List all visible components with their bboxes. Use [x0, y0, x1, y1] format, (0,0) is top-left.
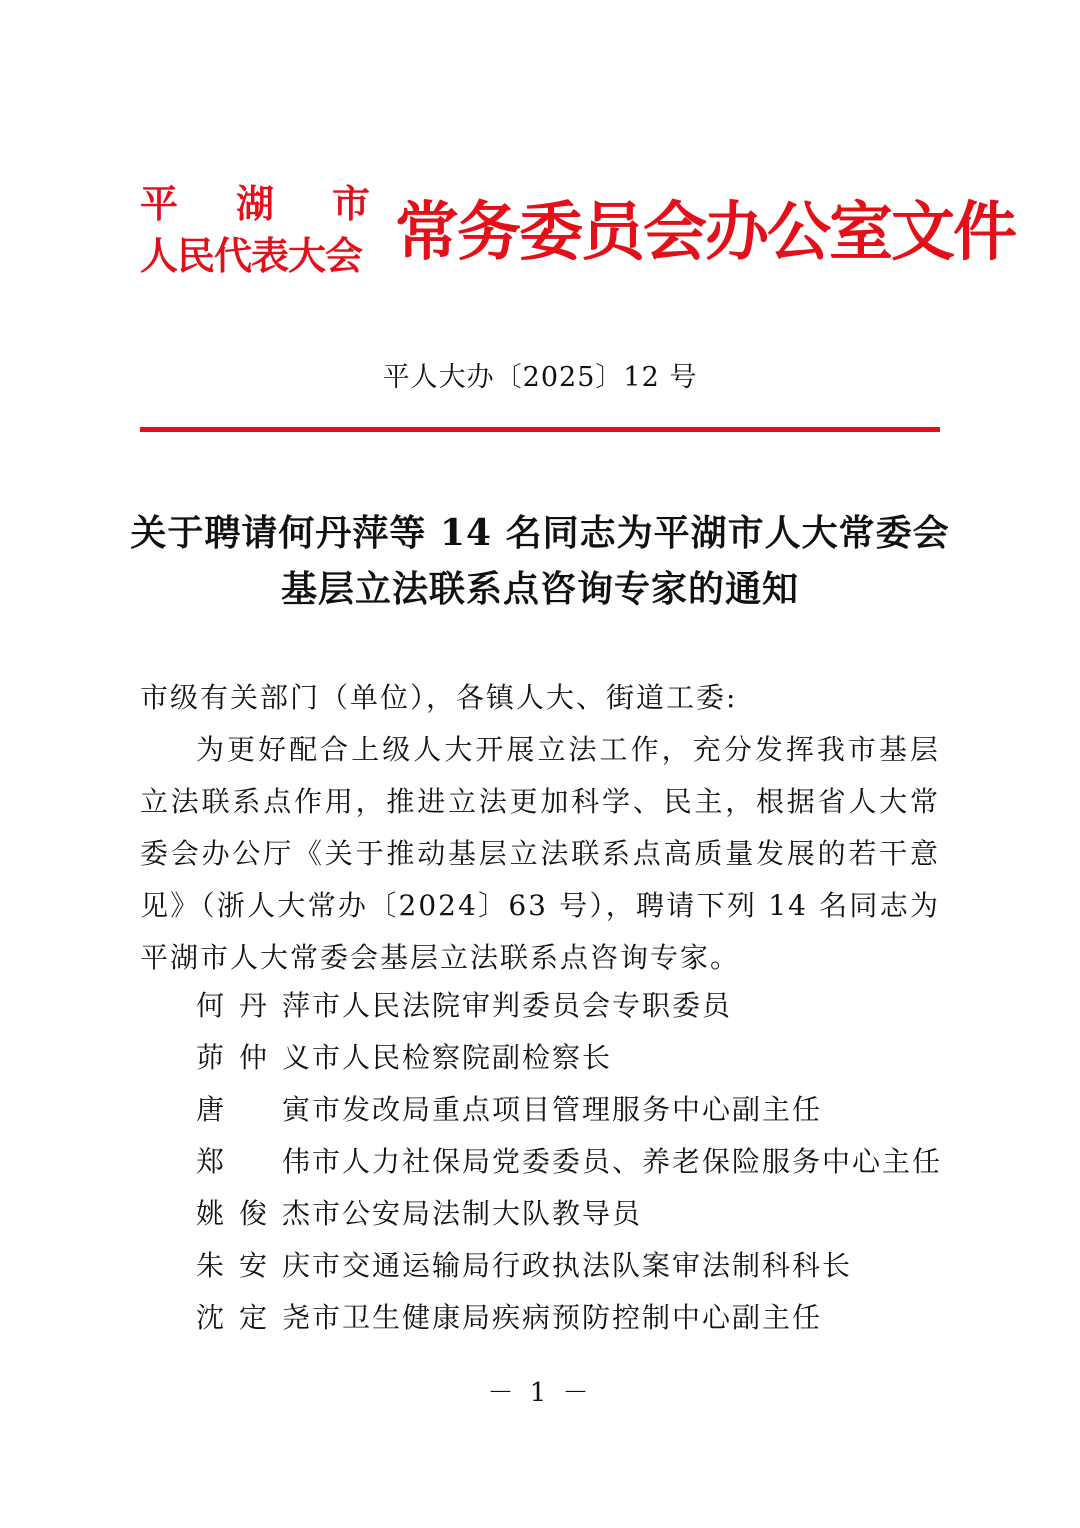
roster-row — [196, 1136, 942, 1188]
name-char: 寅 — [281, 1093, 312, 1126]
roster-title: 市卫生健康局疾病预防控制中心副主任 — [312, 1301, 823, 1334]
issuer-char: 湖 — [235, 181, 274, 226]
roster-name — [196, 1240, 312, 1292]
name-char: 庆 — [281, 1249, 312, 1282]
roster-name — [196, 1292, 312, 1344]
name-char: 朱 — [196, 1249, 227, 1282]
name-char: 杰 — [281, 1197, 312, 1230]
roster-title: 市发改局重点项目管理服务中心副主任 — [312, 1093, 823, 1126]
name-char: 安 — [238, 1249, 269, 1282]
roster-title: 市人力社保局党委委员、养老保险服务中心主任 — [312, 1145, 943, 1178]
name-char: 仲 — [238, 1041, 269, 1074]
expert-roster — [196, 980, 942, 1344]
roster-title: 市人民法院审判委员会专职委员 — [312, 989, 733, 1022]
title-line2: 基层立法联系点咨询专家的通知 — [280, 568, 799, 610]
name-char: 伟 — [281, 1145, 312, 1178]
roster-name — [196, 1188, 312, 1240]
name-char: 姚 — [196, 1197, 227, 1230]
roster-row — [196, 1032, 942, 1084]
red-divider-line — [140, 427, 940, 432]
document-type-heading: 常务委员会办公室文件 — [395, 196, 1015, 270]
name-char: 义 — [281, 1041, 312, 1074]
salutation: 市级有关部门（单位），各镇人大、街道工委: — [140, 681, 738, 714]
name-char: 萍 — [281, 989, 312, 1022]
name-char: 郑 — [196, 1145, 227, 1178]
roster-row — [196, 1084, 942, 1136]
roster-name — [196, 1032, 312, 1084]
name-char: 唐 — [196, 1093, 227, 1126]
name-char: 丹 — [238, 989, 269, 1022]
document-number: 平人大办〔2025〕12 号 — [382, 362, 698, 393]
body-paragraph: 为更好配合上级人大开展立法工作，充分发挥我市基层立法联系点作用，推进立法更加科学、民主，根据省人大常委会办公厅《关于推动基层立法联系点高质量发展的若干意见》（浙人大常办〔2024〕63 号），聘请下列 14 名同志为平湖市人大常委会基层立法联系点咨询专家。 — [140, 733, 940, 974]
roster-row — [196, 1240, 942, 1292]
issuer-name-block — [140, 180, 370, 284]
name-char: 俊 — [238, 1197, 269, 1230]
issuer-name-line1 — [140, 180, 370, 228]
roster-name — [196, 1136, 312, 1188]
name-char: 定 — [238, 1301, 269, 1334]
document-title — [0, 505, 1080, 617]
roster-title: 市公安局法制大队教导员 — [312, 1197, 643, 1230]
roster-name — [196, 1084, 312, 1136]
roster-row — [196, 980, 942, 1032]
roster-name — [196, 980, 312, 1032]
name-char: 茆 — [196, 1041, 227, 1074]
page-number: － 1 － — [487, 1378, 593, 1408]
name-char: 尧 — [281, 1301, 312, 1334]
roster-row — [196, 1292, 942, 1344]
issuer-name-line2: 人民代表大会 — [140, 233, 363, 278]
roster-title: 市交通运输局行政执法队案审法制科科长 — [312, 1249, 853, 1282]
roster-title: 市人民检察院副检察长 — [312, 1041, 613, 1074]
title-line1: 关于聘请何丹萍等 14 名同志为平湖市人大常委会 — [130, 512, 950, 554]
issuer-char: 平 — [140, 181, 179, 226]
name-char: 何 — [196, 989, 227, 1022]
document-body — [140, 672, 940, 984]
name-char: 沈 — [196, 1301, 227, 1334]
issuer-char: 市 — [331, 181, 370, 226]
roster-row — [196, 1188, 942, 1240]
